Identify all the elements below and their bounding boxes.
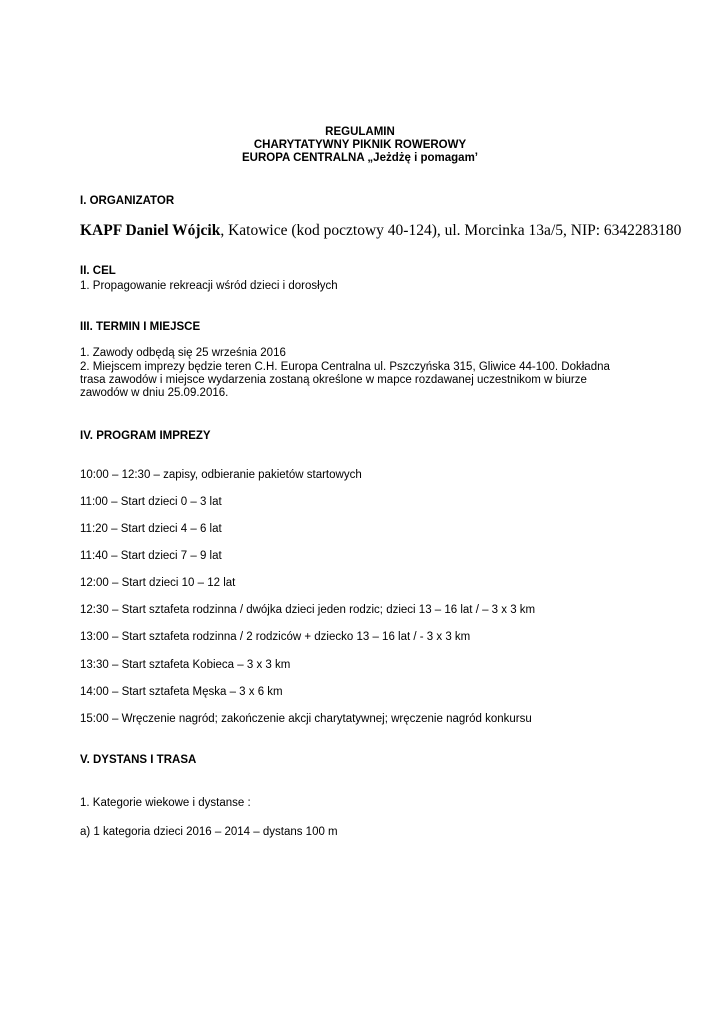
- section-heading-program: IV. PROGRAM IMPREZY: [80, 430, 211, 442]
- time-place-item-2-line-1: 2. Miejscem imprezy będzie teren C.H. Europa Centralna ul. Pszczyńska 315, Gliwice 44-100. Dokładna: [80, 361, 610, 373]
- time-place-item-1: 1. Zawody odbędą się 25 września 2016: [80, 347, 286, 359]
- time-place-item-2-line-2: trasa zawodów i miejsce wydarzenia zostaną określone w mapce rozdawanej uczestnikom w biurze: [80, 374, 587, 386]
- distance-item-a: a) 1 kategoria dzieci 2016 – 2014 – dystans 100 m: [80, 826, 338, 838]
- section-heading-goal: II. CEL: [80, 265, 116, 277]
- distance-item-1: 1. Kategorie wiekowe i dystanse :: [80, 797, 251, 809]
- program-item: 12:30 – Start sztafeta rodzinna / dwójka dzieci jeden rodzic; dzieci 13 – 16 lat / – 3 x 3 km: [80, 604, 536, 616]
- section-heading-time-place: III. TERMIN I MIEJSCE: [80, 321, 201, 333]
- title-line-3: EUROPA CENTRALNA „Jeżdżę i pomagam’: [242, 152, 478, 164]
- program-item: 11:20 – Start dzieci 4 – 6 lat: [80, 523, 222, 535]
- program-item: 13:30 – Start sztafeta Kobieca – 3 x 3 km: [80, 659, 291, 671]
- organizer-details: , Katowice (kod pocztowy 40-124), ul. Morcinka 13a/5, NIP: 6342283180: [220, 222, 682, 239]
- section-heading-organizer: I. ORGANIZATOR: [80, 195, 175, 207]
- goal-item-1: 1. Propagowanie rekreacji wśród dzieci i dorosłych: [80, 280, 338, 292]
- section-heading-distance: V. DYSTANS I TRASA: [80, 754, 197, 766]
- program-item: 12:00 – Start dzieci 10 – 12 lat: [80, 577, 236, 589]
- time-place-item-2-line-3: zawodów w dniu 25.09.2016.: [80, 387, 229, 399]
- program-item: 11:00 – Start dzieci 0 – 3 lat: [80, 496, 222, 508]
- organizer-name: KAPF Daniel Wójcik: [80, 222, 221, 239]
- program-item: 15:00 – Wręczenie nagród; zakończenie akcji charytatywnej; wręczenie nagród konkursu: [80, 713, 532, 725]
- program-item: 14:00 – Start sztafeta Męska – 3 x 6 km: [80, 686, 283, 698]
- title-line-2: CHARYTATYWNY PIKNIK ROWEROWY: [253, 139, 467, 151]
- time-place-item-2: [80, 361, 636, 400]
- program-item: 10:00 – 12:30 – zapisy, odbieranie pakietów startowych: [80, 469, 362, 481]
- program-item: 11:40 – Start dzieci 7 – 9 lat: [80, 550, 222, 562]
- organizer-line: [80, 222, 681, 240]
- document-title: [80, 126, 640, 165]
- title-line-1: REGULAMIN: [325, 126, 395, 138]
- program-item: 13:00 – Start sztafeta rodzinna / 2 rodziców + dziecko 13 – 16 lat / - 3 x 3 km: [80, 631, 471, 643]
